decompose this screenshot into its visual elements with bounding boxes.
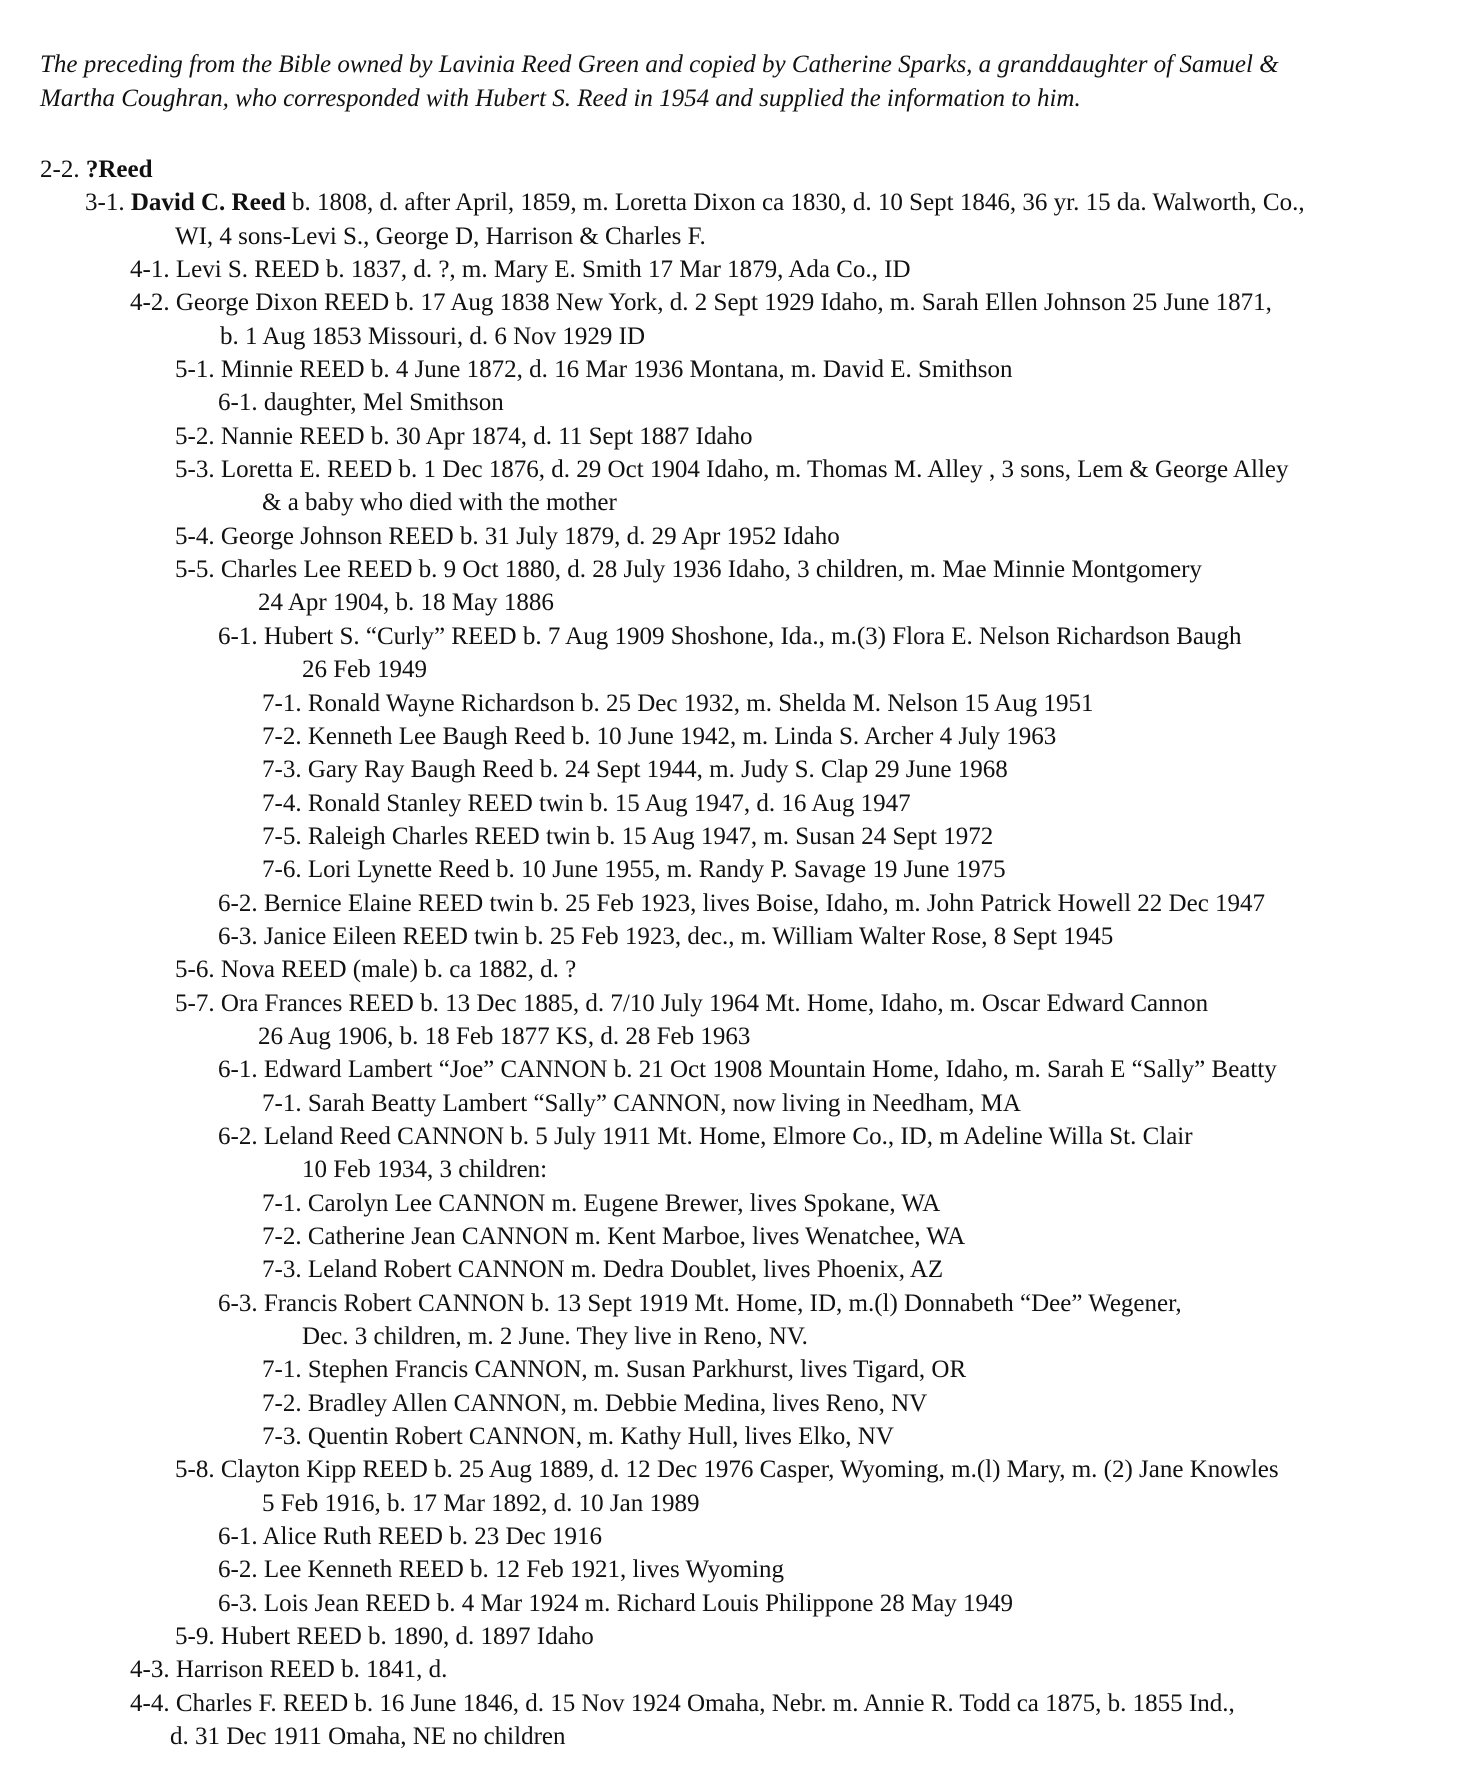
entry-2-2-0 xyxy=(0,153,1477,186)
entry-text: Raleigh Charles REED twin b. 15 Aug 1947, m. Susan 24 Sept 1972 xyxy=(307,822,994,850)
entry-7-2-12 xyxy=(0,720,1477,753)
entry-number: 4-4. xyxy=(130,1689,170,1717)
entry-text: Gary Ray Baugh Reed b. 24 Sept 1944, m. Judy S. Clap 29 June 1968 xyxy=(307,756,1008,784)
entry-number: 7-4. xyxy=(262,789,302,817)
entry-number: 7-3. xyxy=(262,756,302,784)
entry-7-2-25 xyxy=(0,1220,1477,1253)
entry-4-1-2 xyxy=(0,253,1477,286)
entry-continuation: 24 Apr 1904, b. 18 May 1886 xyxy=(258,589,554,617)
entry-number: 6-3. xyxy=(218,1289,258,1317)
entry-number: 5-9. xyxy=(175,1623,215,1651)
entry-7-6-16 xyxy=(0,853,1477,886)
entry-7-3-13 xyxy=(0,753,1477,786)
entry-7-3-30 xyxy=(0,1420,1477,1453)
entry-5-5-9 xyxy=(0,553,1477,586)
entry-7-5-15 xyxy=(0,820,1477,853)
entry-text: Carolyn Lee CANNON m. Eugene Brewer, lives Spokane, WA xyxy=(307,1189,941,1217)
entry-4-3-36 xyxy=(0,1653,1477,1686)
entry-text: Quentin Robert CANNON, m. Kathy Hull, lives Elko, NV xyxy=(307,1423,894,1451)
entry-6-1-10 xyxy=(0,620,1477,653)
entry-text: Harrison REED b. 1841, d. xyxy=(175,1656,448,1684)
entry-text: Nannie REED b. 30 Apr 1874, d. 11 Sept 1887 Idaho xyxy=(220,422,753,450)
entry-4-4-37 xyxy=(0,1687,1477,1720)
entry-7-1-24 xyxy=(0,1187,1477,1220)
genealogy-list xyxy=(0,153,1477,1754)
entry-number: 6-3. xyxy=(218,922,258,950)
entry-number: 7-1. xyxy=(262,1089,302,1117)
entry-text: Stephen Francis CANNON, m. Susan Parkhurst, lives Tigard, OR xyxy=(307,1356,967,1384)
entry-text: Alice Ruth REED b. 23 Dec 1916 xyxy=(262,1523,602,1551)
entry-number: 4-3. xyxy=(130,1656,170,1684)
entry-text: daughter, Mel Smithson xyxy=(263,389,504,417)
entry-text: Minnie REED b. 4 June 1872, d. 16 Mar 1936 Montana, m. David E. Smithson xyxy=(220,356,1013,384)
entry-text: Ronald Wayne Richardson b. 25 Dec 1932, m. Shelda M. Nelson 15 Aug 1951 xyxy=(307,689,1094,717)
entry-number: 7-3. xyxy=(262,1256,302,1284)
entry-text: Lee Kenneth REED b. 12 Feb 1921, lives Wyoming xyxy=(263,1556,785,1584)
entry-5-3-7 xyxy=(0,453,1477,486)
entry-number: 6-3. xyxy=(218,1589,258,1617)
entry-number: 7-2. xyxy=(262,1223,302,1250)
entry-5-1-4 xyxy=(0,353,1477,386)
entry-text: Janice Eileen REED twin b. 25 Feb 1923, dec., m. William Walter Rose, 8 Sept 1945 xyxy=(263,922,1114,950)
entry-6-1-5 xyxy=(0,386,1477,419)
entry-number: 7-2. xyxy=(262,1389,302,1417)
entry-number: 7-1. xyxy=(262,689,302,717)
entry-text: Edward Lambert “Joe” CANNON b. 21 Oct 1908 Mountain Home, Idaho, m. Sarah E “Sally” Beatty xyxy=(263,1056,1277,1084)
entry-text: Clayton Kipp REED b. 25 Aug 1889, d. 12 Dec 1976 Casper, Wyoming, m.(l) Mary, m. (2) Jane Knowles xyxy=(220,1456,1279,1484)
entry-number: 7-2. xyxy=(262,722,302,750)
entry-7-1-22 xyxy=(0,1087,1477,1120)
entry-text: Ronald Stanley REED twin b. 15 Aug 1947, d. 16 Aug 1947 xyxy=(307,789,911,817)
entry-number: 7-6. xyxy=(262,856,302,884)
entry-number: 6-1. xyxy=(218,1523,258,1551)
entry-continuation: & a baby who died with the mother xyxy=(262,489,617,517)
entry-text: Lois Jean REED b. 4 Mar 1924 m. Richard Louis Philippone 28 May 1949 xyxy=(263,1589,1014,1617)
entry-5-6-19 xyxy=(0,953,1477,986)
intro-note xyxy=(40,48,1450,116)
entry-continuation: Dec. 3 children, m. 2 June. They live in Reno, NV. xyxy=(302,1323,808,1351)
entry-7-1-11 xyxy=(0,687,1477,720)
entry-text: Sarah Beatty Lambert “Sally” CANNON, now living in Needham, MA xyxy=(307,1089,1021,1117)
entry-6-2-17 xyxy=(0,887,1477,920)
entry-continuation: 26 Feb 1949 xyxy=(302,656,427,684)
entry-continuation: 5 Feb 1916, b. 17 Mar 1892, d. 10 Jan 1989 xyxy=(262,1489,700,1517)
entry-text: George Johnson REED b. 31 July 1879, d. 29 Apr 1952 Idaho xyxy=(220,522,840,550)
entry-text: Francis Robert CANNON b. 13 Sept 1919 Mt. Home, ID, m.(l) Donnabeth “Dee” Wegener, xyxy=(263,1289,1182,1317)
intro-line-1: The preceding from the Bible owned by Lavinia Reed Green and copied by Catherine Sparks, a granddaughter of Samuel & xyxy=(40,51,1279,78)
entry-7-4-14 xyxy=(0,787,1477,820)
entry-5-2-6 xyxy=(0,420,1477,453)
entry-7-3-26 xyxy=(0,1253,1477,1286)
entry-continuation: WI, 4 sons-Levi S., George D, Harrison & Charles F. xyxy=(175,222,706,250)
intro-line-2: Martha Coughran, who corresponded with Hubert S. Reed in 1954 and supplied the information to him. xyxy=(40,85,1081,112)
entry-6-3-34 xyxy=(0,1587,1477,1620)
entry-7-2-29 xyxy=(0,1387,1477,1420)
entry-text: Nova REED (male) b. ca 1882, d. ? xyxy=(220,956,577,984)
entry-continuation: b. 1 Aug 1853 Missouri, d. 6 Nov 1929 ID xyxy=(220,322,646,350)
entry-6-3-27 xyxy=(0,1287,1477,1320)
entry-number: 6-1. xyxy=(218,389,258,417)
entry-number: 5-6. xyxy=(175,956,215,984)
entry-number: 4-2. xyxy=(130,289,170,317)
entry-number: 5-8. xyxy=(175,1456,215,1484)
entry-6-2-23 xyxy=(0,1120,1477,1153)
entry-continuation: 10 Feb 1934, 3 children: xyxy=(302,1156,548,1184)
entry-number: 6-1. xyxy=(218,1056,258,1084)
entry-7-1-28 xyxy=(0,1353,1477,1386)
entry-name: David C. Reed xyxy=(130,189,286,217)
entry-5-7-20 xyxy=(0,987,1477,1020)
entry-number: 7-3. xyxy=(262,1423,302,1451)
entry-number: 5-3. xyxy=(175,456,215,484)
entry-text: Levi S. REED b. 1837, d. ?, m. Mary E. Smith 17 Mar 1879, Ada Co., ID xyxy=(175,256,911,284)
entry-number: 5-7. xyxy=(175,989,215,1017)
entry-number: 6-2. xyxy=(218,889,258,917)
entry-number: 5-1. xyxy=(175,356,215,384)
entry-number: 3-1. xyxy=(85,189,125,217)
entry-5-9-35 xyxy=(0,1620,1477,1653)
entry-number: 7-1. xyxy=(262,1189,302,1217)
entry-text: Hubert REED b. 1890, d. 1897 Idaho xyxy=(220,1623,594,1651)
entry-text: Charles Lee REED b. 9 Oct 1880, d. 28 July 1936 Idaho, 3 children, m. Mae Minnie Montgomery xyxy=(220,556,1202,584)
entry-number: 5-2. xyxy=(175,422,215,450)
entry-number: 4-1. xyxy=(130,256,170,284)
entry-text: Bradley Allen CANNON, m. Debbie Medina, lives Reno, NV xyxy=(307,1389,928,1417)
entry-4-2-3 xyxy=(0,286,1477,319)
entry-6-3-18 xyxy=(0,920,1477,953)
entry-continuation: 26 Aug 1906, b. 18 Feb 1877 KS, d. 28 Feb 1963 xyxy=(258,1022,751,1050)
entry-text: George Dixon REED b. 17 Aug 1838 New York, d. 2 Sept 1929 Idaho, m. Sarah Ellen Johnson 25 June 1871, xyxy=(175,289,1272,317)
entry-number: 2-2. xyxy=(40,156,80,183)
entry-number: 7-1. xyxy=(262,1356,302,1384)
entry-5-4-8 xyxy=(0,520,1477,553)
entry-number: 6-1. xyxy=(218,622,258,650)
entry-text: Hubert S. “Curly” REED b. 7 Aug 1909 Shoshone, Ida., m.(3) Flora E. Nelson Richardson Baugh xyxy=(263,622,1242,650)
entry-number: 5-5. xyxy=(175,556,215,584)
entry-text: Leland Robert CANNON m. Dedra Doublet, lives Phoenix, AZ xyxy=(307,1256,944,1284)
entry-continuation: d. 31 Dec 1911 Omaha, NE no children xyxy=(170,1723,566,1751)
entry-text: b. 1808, d. after April, 1859, m. Loretta Dixon ca 1830, d. 10 Sept 1846, 36 yr. 15 da. Walworth, Co., xyxy=(285,189,1305,217)
entry-text: Loretta E. REED b. 1 Dec 1876, d. 29 Oct 1904 Idaho, m. Thomas M. Alley , 3 sons, Lem & George Alley xyxy=(220,456,1289,484)
entry-text: Leland Reed CANNON b. 5 July 1911 Mt. Home, Elmore Co., ID, m Adeline Willa St. Clair xyxy=(263,1122,1193,1150)
entry-number: 6-2. xyxy=(218,1556,258,1584)
entry-text: Lori Lynette Reed b. 10 June 1955, m. Randy P. Savage 19 June 1975 xyxy=(307,856,1006,884)
entry-number: 6-2. xyxy=(218,1122,258,1150)
entry-6-2-33 xyxy=(0,1553,1477,1586)
entry-number: 7-5. xyxy=(262,822,302,850)
entry-text: Bernice Elaine REED twin b. 25 Feb 1923, lives Boise, Idaho, m. John Patrick Howell 22 Dec 1947 xyxy=(263,889,1266,917)
entry-text: Charles F. REED b. 16 June 1846, d. 15 Nov 1924 Omaha, Nebr. m. Annie R. Todd ca 1875, b. 1855 Ind., xyxy=(175,1689,1235,1717)
entry-name: ?Reed xyxy=(85,156,153,183)
entry-5-8-31 xyxy=(0,1453,1477,1486)
entry-6-1-21 xyxy=(0,1053,1477,1086)
entry-text: Ora Frances REED b. 13 Dec 1885, d. 7/10 July 1964 Mt. Home, Idaho, m. Oscar Edward Cannon xyxy=(220,989,1209,1017)
entry-text: Kenneth Lee Baugh Reed b. 10 June 1942, m. Linda S. Archer 4 July 1963 xyxy=(307,722,1057,750)
entry-6-1-32 xyxy=(0,1520,1477,1553)
entry-3-1-1 xyxy=(0,186,1477,219)
entry-text: Catherine Jean CANNON m. Kent Marboe, lives Wenatchee, WA xyxy=(307,1223,966,1250)
entry-number: 5-4. xyxy=(175,522,215,550)
